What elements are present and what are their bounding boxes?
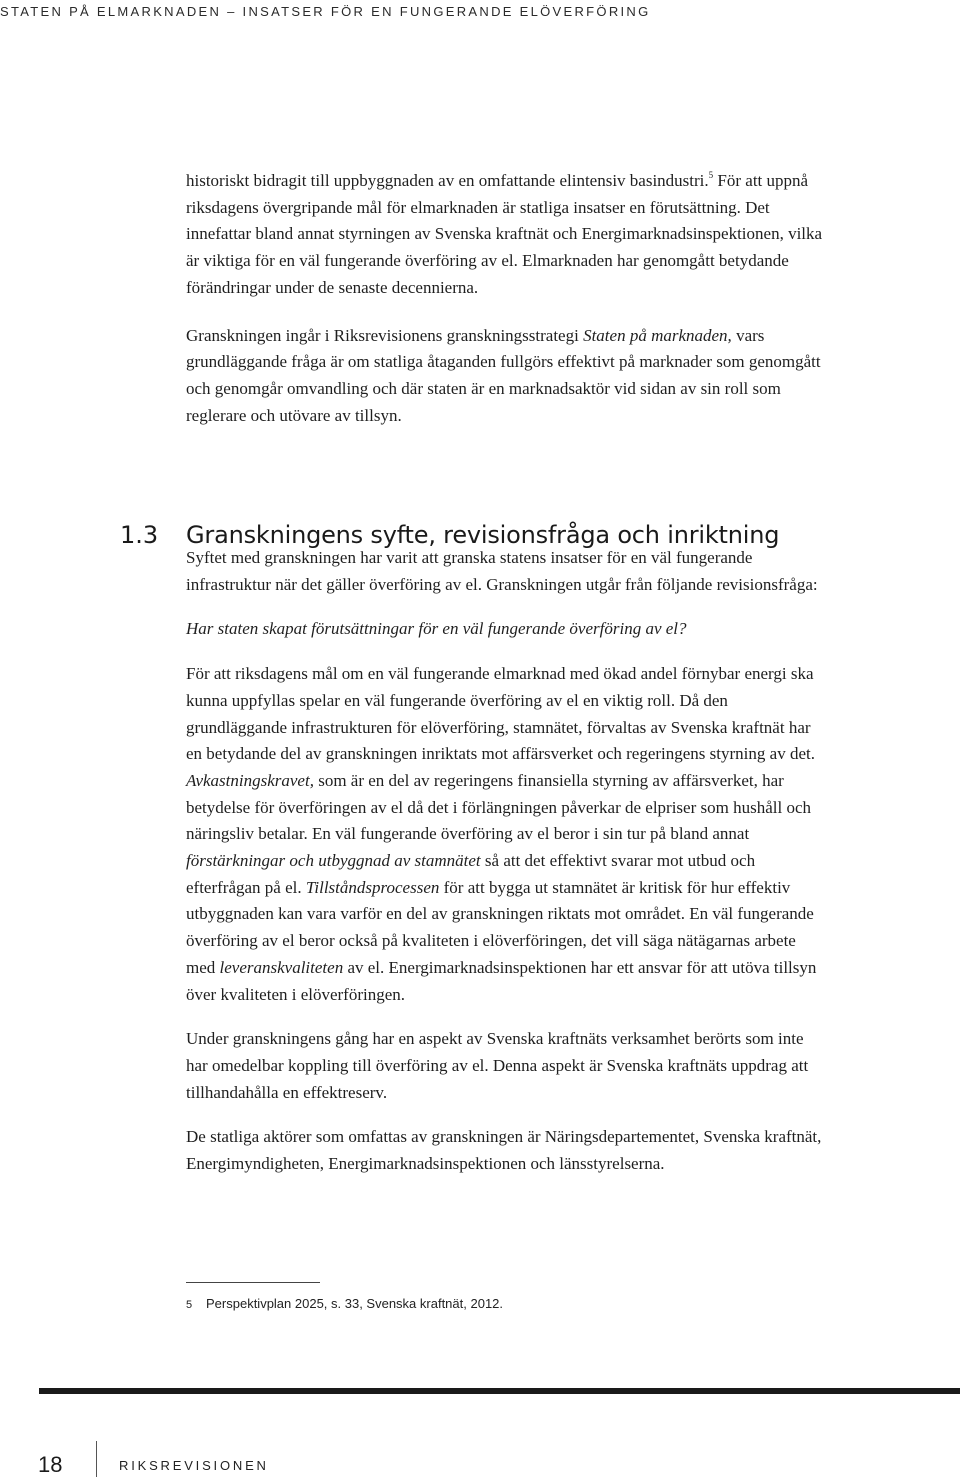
footnote-divider — [186, 1282, 320, 1283]
footnote-number: 5 — [186, 1299, 193, 1311]
revision-question — [186, 616, 826, 643]
section-paragraph-1: Syftet med granskningen har varit att granska statens insatser för en väl fungerande infrastruktur när det gäller överföring av el. Granskningen utgår från följande revisionsfråga: — [186, 548, 818, 594]
p3-emphasis-4: leveranskvaliteten — [219, 957, 344, 977]
p3-text-d: för att bygga ut stamnätet är kritisk för hur effektiv utbyggnaden kan vara varför en del av granskningen riktats mot området. En väl fungerande överföring av el beror också på kvaliteten i elöverföringen, det vill säga nätägarnas arbete med — [186, 877, 814, 977]
p3-text-a: För att riksdagens mål om en väl fungerande elmarknad med ökad andel förnybar energi ska kunna uppfyllas spelar en väl fungerande överföring av el en viktig roll. Då den grundläggande infrastrukturen för elöverföring, stamnätet, förvaltas av Svenska kraftnät har en betydande del av granskningen inriktats mot affärsverket och regeringens styrning av det. — [186, 664, 815, 764]
p3-emphasis-2: förstärkningar och utbyggnad av stamnätet — [186, 851, 481, 871]
footnote — [186, 1296, 503, 1311]
intro-text — [186, 168, 826, 429]
footer-separator — [96, 1441, 97, 1477]
intro-p2-text-a: Granskningen ingår i Riksrevisionens granskningsstrategi — [186, 325, 584, 345]
footnote-reference: 5 — [708, 170, 714, 180]
intro-paragraph-2 — [186, 323, 826, 430]
p3-emphasis-1: Avkastningskravet, — [186, 770, 314, 790]
p3-text-c: så att det effektivt svarar mot utbud och efterfrågan på el. — [186, 851, 756, 897]
intro-p2-text-b: vars grundläggande fråga är om statliga åtaganden fullgörs effektivt på marknader som genomgått och genomgår omvandling och där staten är en marknadsaktör vid sidan av sin roll som reglerare och utövare av tillsyn. — [186, 325, 821, 425]
intro-p1-text-a: historiskt bidragit till uppbyggnaden av en omfattande elintensiv basindustri. — [186, 171, 709, 190]
section-number: 1.3 — [120, 520, 159, 549]
section-paragraph-3 — [186, 661, 826, 1008]
strategy-title: Staten på marknaden, — [583, 325, 732, 345]
revision-question-text: Har staten skapat förutsättningar för en väl fungerande överföring av el? — [186, 619, 687, 639]
page-number: 18 — [38, 1452, 63, 1477]
section-text — [186, 545, 826, 1178]
p3-emphasis-3: Tillståndsprocessen — [305, 877, 440, 897]
section-paragraph-5: De statliga aktörer som omfattas av granskningen är Näringsdepartementet, Svenska kraftnät, Energimyndigheten, Energimarknadsinspektionen och länsstyrelserna. — [186, 1127, 822, 1174]
section-title: Granskningens syfte, revisionsfråga och inriktning — [186, 520, 780, 549]
running-head: STATEN PÅ ELMARKNADEN – INSATSER FÖR EN FUNGERANDE ELÖVERFÖRING — [0, 4, 651, 19]
publisher-name: RIKSREVISIONEN — [119, 1458, 269, 1473]
intro-paragraph-1 — [186, 168, 826, 302]
footer-rule — [39, 1388, 960, 1394]
p3-text-e: av el. Energimarknadsinspektionen har ett ansvar för att utöva tillsyn över kvaliteten i elöverföringen. — [186, 957, 817, 1004]
section-paragraph-4: Under granskningens gång har en aspekt av Svenska kraftnäts verksamhet berörts som inte har omedelbar koppling till överföring av el. Denna aspekt är Svenska kraftnäts uppdrag att tillhandahålla en effektreserv. — [186, 1029, 809, 1102]
footnote-text: Perspektivplan 2025, s. 33, Svenska kraftnät, 2012. — [206, 1296, 504, 1311]
p3-text-b: som är en del av regeringens finansiella styrning av affärsverket, har betydelse för överföringen av el då det i förlängningen påverkar de elpriser som hushåll och näringsliv betalar. En väl fungerande överföring av el beror i sin tur på bland annat — [186, 770, 811, 844]
intro-p1-text-b: För att uppnå riksdagens övergripande mål för elmarknaden är statliga insatser en förutsättning. Det innefattar bland annat styrningen av Svenska kraftnät och Energimarknadsinspektionen, vilka är viktiga för en väl fungerande överföring av el. Elmarknaden har genomgått betydande förändringar under de senaste decennierna. — [186, 171, 823, 297]
